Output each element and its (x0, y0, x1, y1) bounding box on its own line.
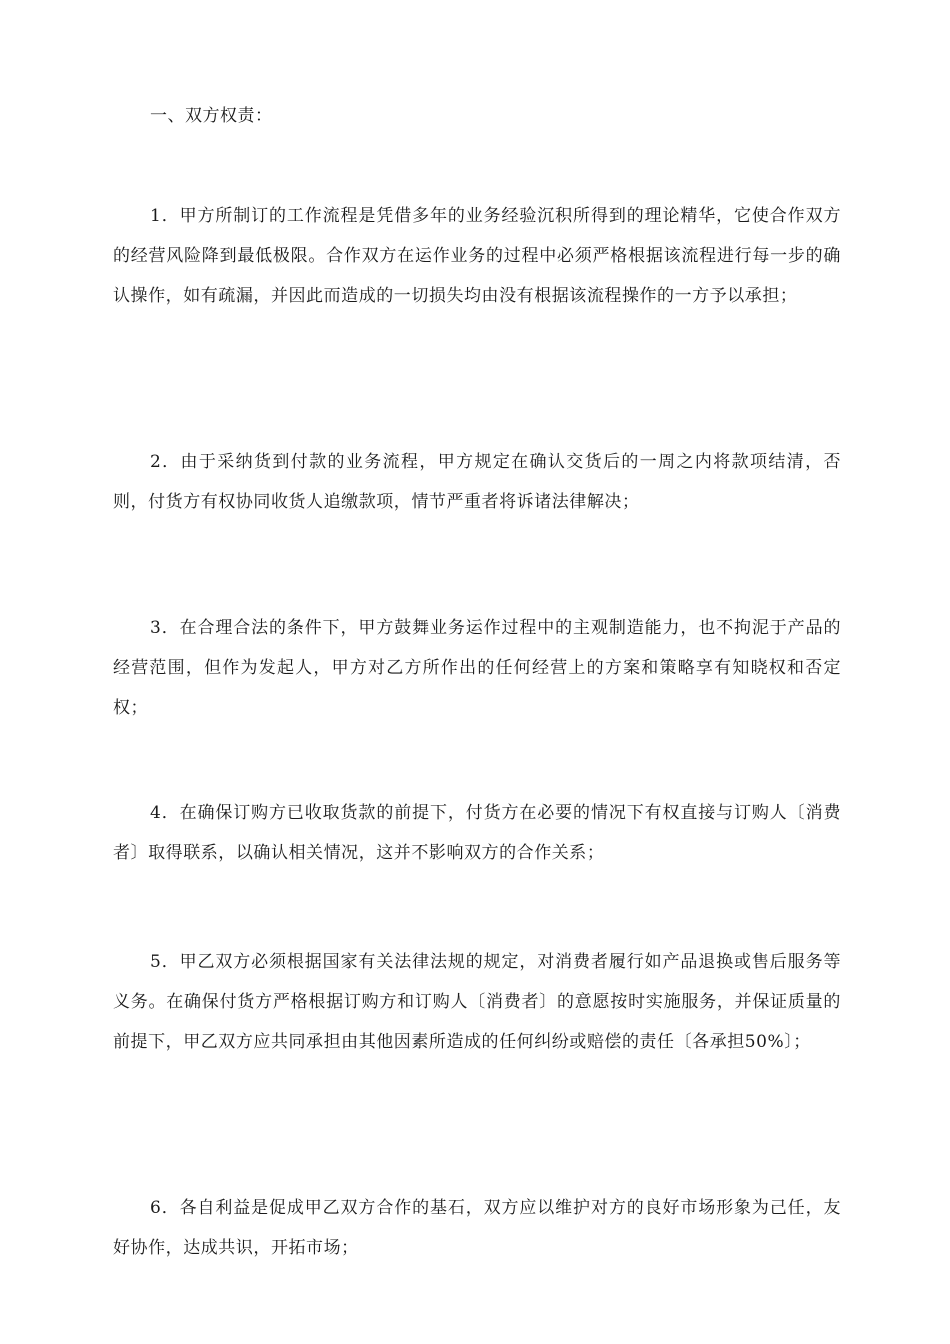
clause-2: 2．由于采纳货到付款的业务流程，甲方规定在确认交货后的一周之内将款项结清，否则，付货方有权协同收货人追缴款项，情节严重者将诉诸法律解决； (113, 452, 841, 512)
clause-4: 4．在确保订购方已收取货款的前提下，付货方在必要的情况下有权直接与订购人〔消费者〕取得联系，以确认相关情况，这并不影响双方的合作关系； (113, 803, 841, 863)
section-heading: 一、双方权责： (150, 106, 273, 126)
clause-6: 6．各自利益是促成甲乙双方合作的基石，双方应以维护对方的良好市场形象为己任，友好协作，达成共识，开拓市场； (113, 1198, 841, 1258)
clause-1: 1．甲方所制订的工作流程是凭借多年的业务经验沉积所得到的理论精华，它使合作双方的经营风险降到最低极限。合作双方在运作业务的过程中必须严格根据该流程进行每一步的确认操作，如有疏漏，并因此而造成的一切损失均由没有根据该流程操作的一方予以承担； (113, 206, 841, 306)
clause-5: 5．甲乙双方必须根据国家有关法律法规的规定，对消费者履行如产品退换或售后服务等义务。在确保付货方严格根据订购方和订购人〔消费者〕的意愿按时实施服务，并保证质量的前提下，甲乙双方应共同承担由其他因素所造成的任何纠纷或赔偿的责任〔各承担50%〕； (113, 952, 841, 1052)
clause-3: 3．在合理合法的条件下，甲方鼓舞业务运作过程中的主观制造能力，也不拘泥于产品的经营范围，但作为发起人，甲方对乙方所作出的任何经营上的方案和策略享有知晓权和否定权； (113, 618, 841, 718)
